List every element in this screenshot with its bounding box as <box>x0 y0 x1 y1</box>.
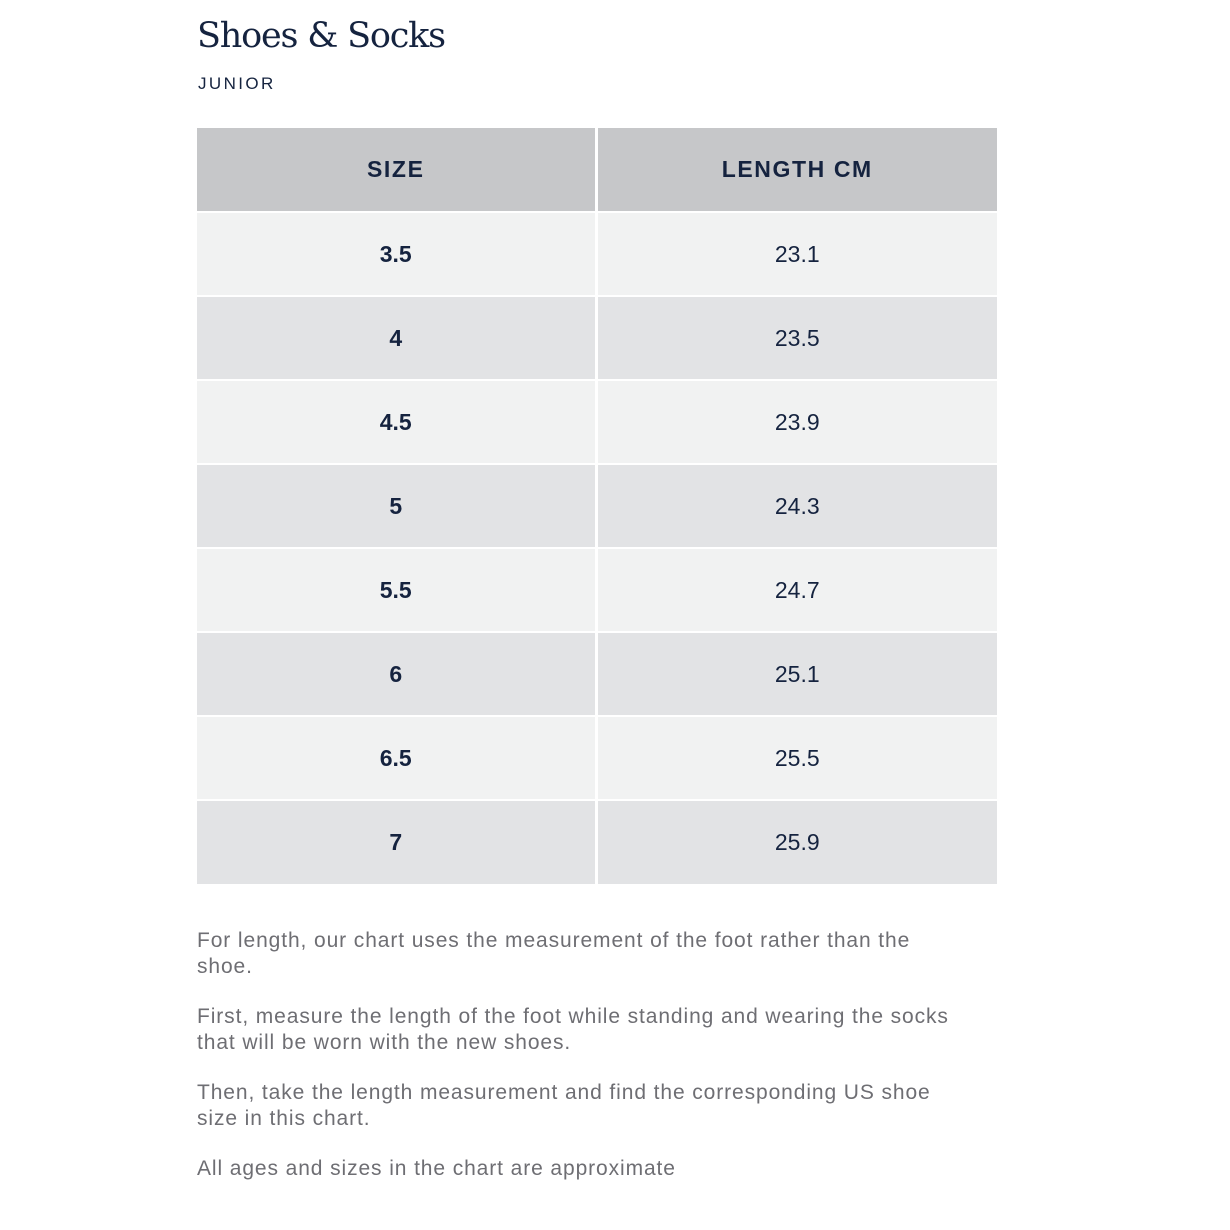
length-cell: 23.5 <box>596 296 997 380</box>
column-header-length: LENGTH CM <box>596 128 997 212</box>
length-cell: 24.7 <box>596 548 997 632</box>
note-paragraph: First, measure the length of the foot while standing and wearing the socks that will be worn with the new shoes. <box>197 1005 949 1054</box>
table-row <box>197 716 997 800</box>
size-cell: 4.5 <box>197 380 596 464</box>
size-cell: 5 <box>197 464 596 548</box>
measurement-notes <box>197 928 957 1206</box>
table-row <box>197 800 997 884</box>
length-cell: 24.3 <box>596 464 997 548</box>
size-cell: 3.5 <box>197 212 596 296</box>
length-cell: 25.9 <box>596 800 997 884</box>
size-chart-table <box>197 128 997 884</box>
page-title: Shoes & Socks <box>197 16 445 56</box>
page-subtitle: JUNIOR <box>198 74 276 93</box>
length-cell: 23.9 <box>596 380 997 464</box>
size-cell: 6 <box>197 632 596 716</box>
table-row <box>197 464 997 548</box>
note-paragraph: All ages and sizes in the chart are approximate <box>197 1157 676 1180</box>
length-cell: 25.1 <box>596 632 997 716</box>
table-row <box>197 548 997 632</box>
size-cell: 7 <box>197 800 596 884</box>
note-paragraph: Then, take the length measurement and find the corresponding US shoe size in this chart. <box>197 1081 931 1130</box>
length-cell: 25.5 <box>596 716 997 800</box>
table-row <box>197 212 997 296</box>
size-cell: 4 <box>197 296 596 380</box>
table-row <box>197 296 997 380</box>
table-header-row <box>197 128 997 212</box>
length-cell: 23.1 <box>596 212 997 296</box>
size-cell: 6.5 <box>197 716 596 800</box>
table-row <box>197 380 997 464</box>
table-row <box>197 632 997 716</box>
column-header-size: SIZE <box>197 128 596 212</box>
note-paragraph: For length, our chart uses the measurement of the foot rather than the shoe. <box>197 929 911 978</box>
size-cell: 5.5 <box>197 548 596 632</box>
